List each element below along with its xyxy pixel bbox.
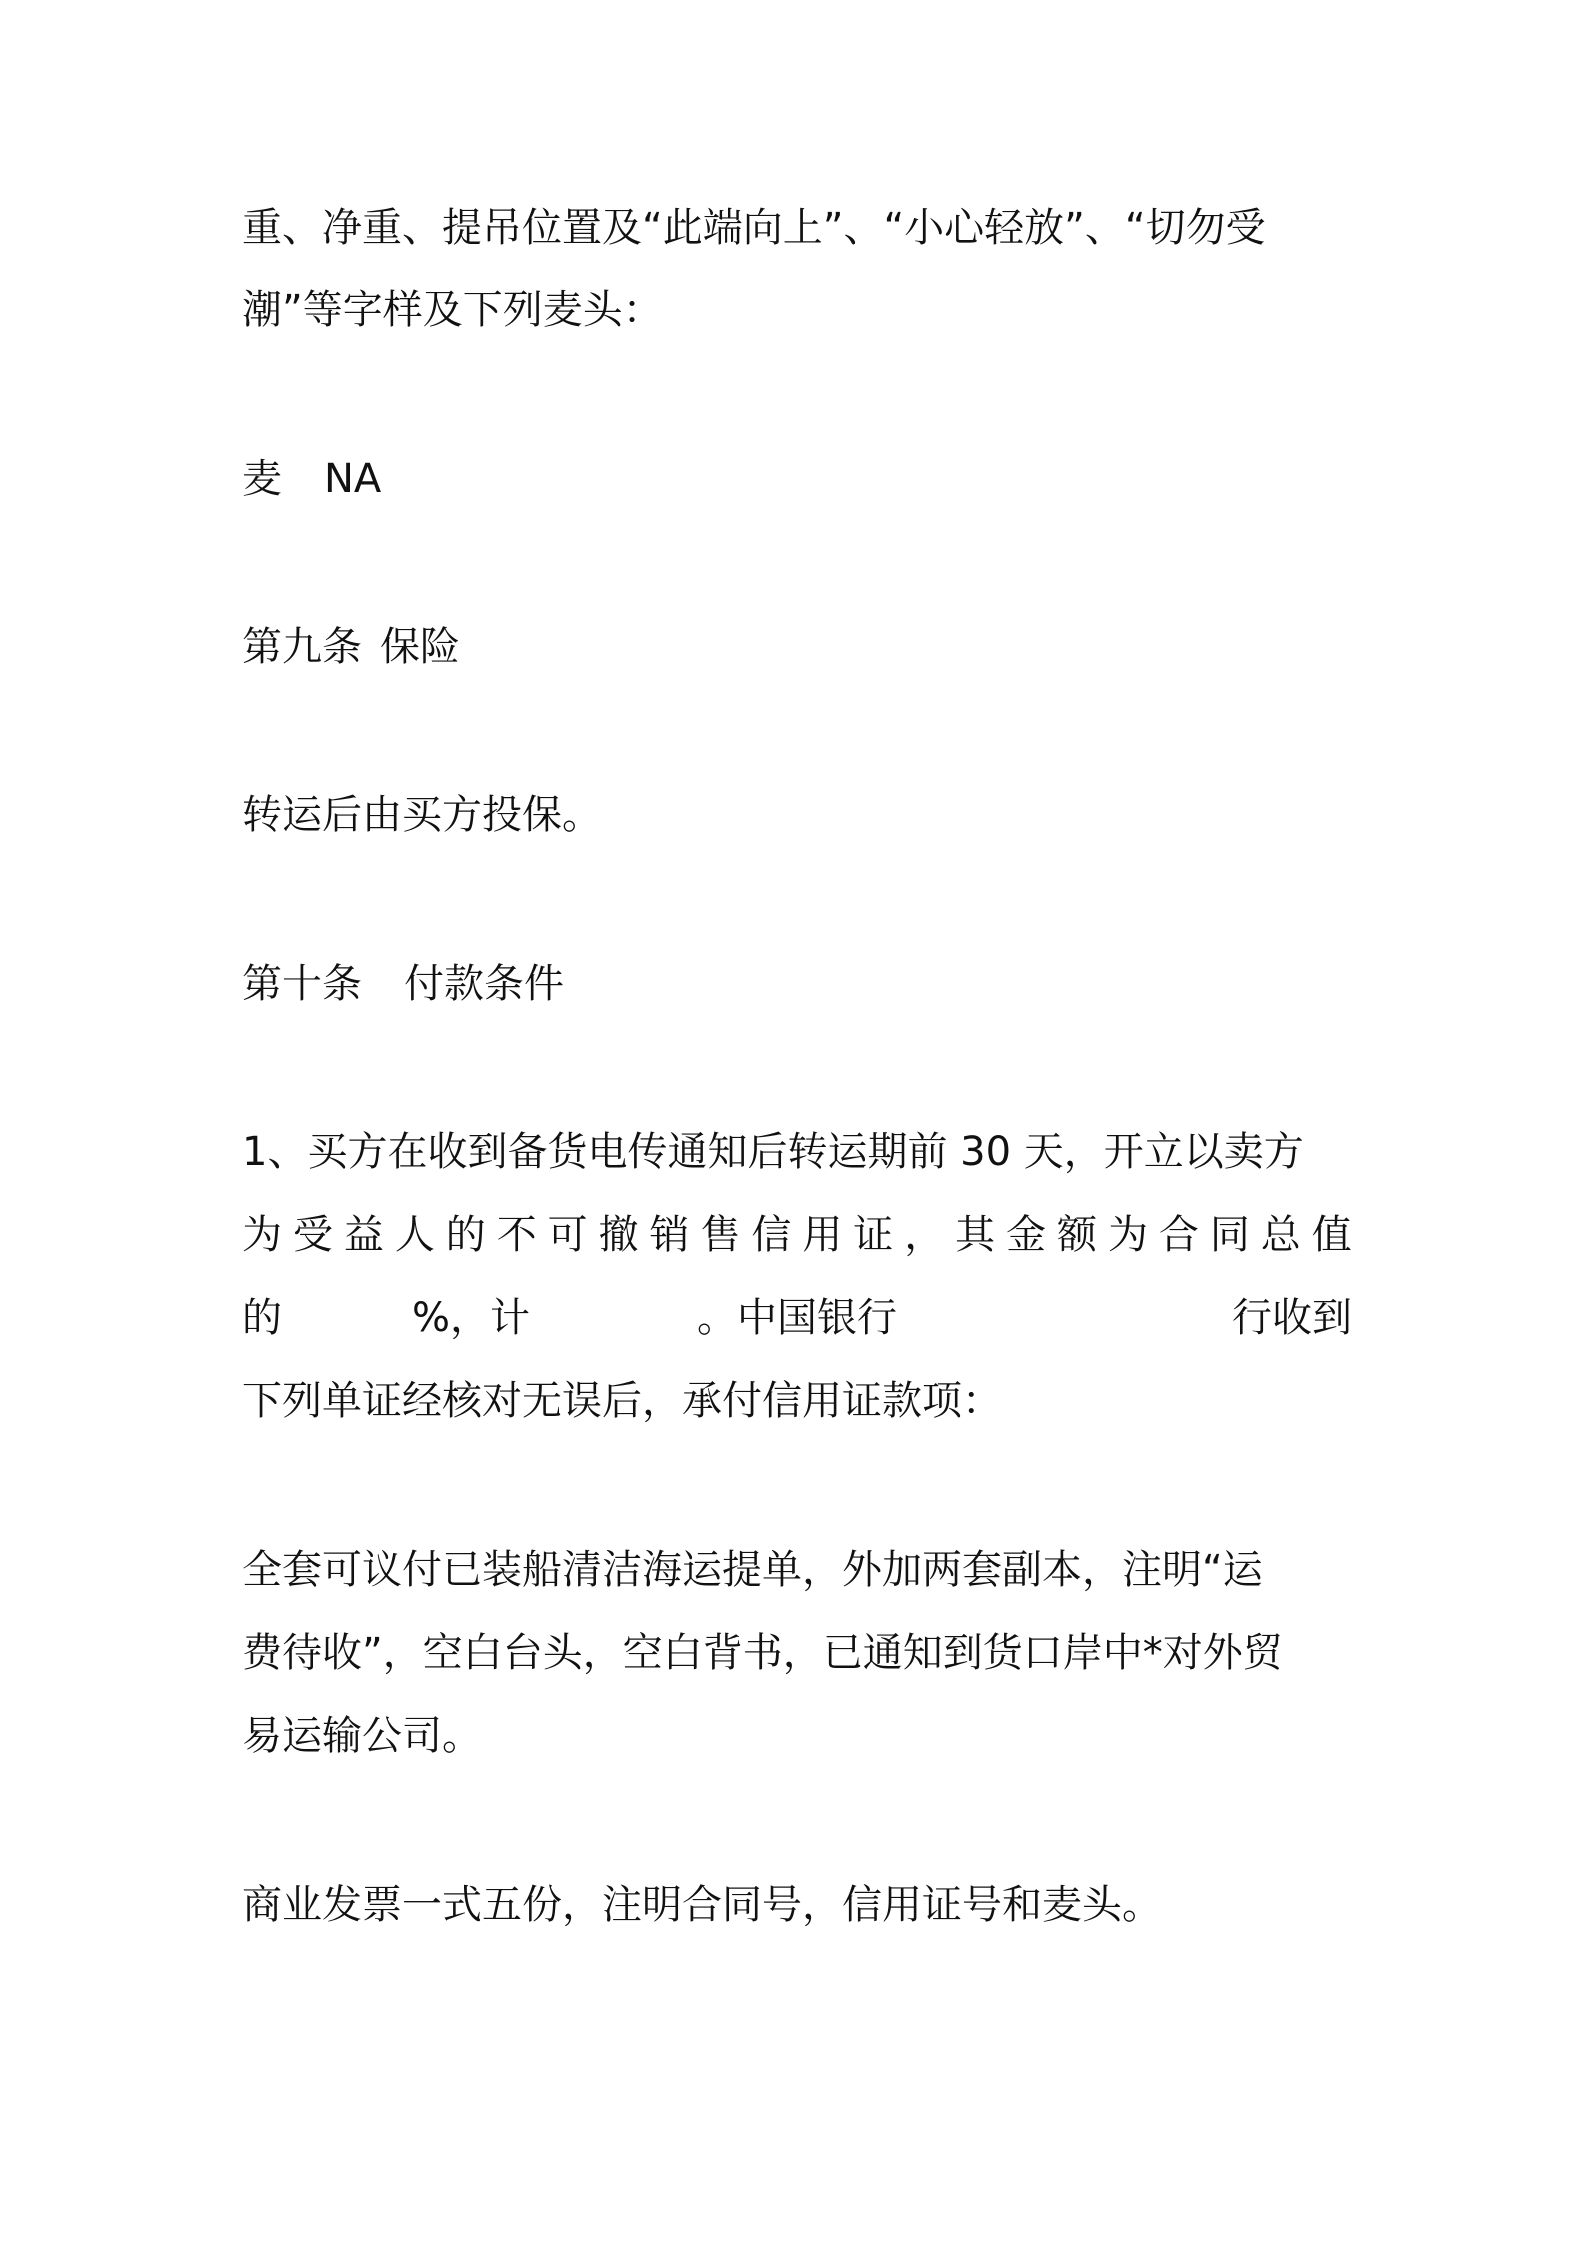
paragraph-line: 易运输公司。	[242, 1713, 482, 1759]
paragraph-line: 下列单证经核对无误后，承付信用证款项：	[242, 1378, 1002, 1424]
shipping-mark-label: 麦	[242, 456, 282, 502]
text-fragment: 。中国银行	[697, 1295, 897, 1341]
justified-char: 值	[1311, 1212, 1352, 1258]
justified-char: 人	[394, 1212, 435, 1258]
justified-char: 其	[955, 1212, 996, 1258]
justified-char: 售	[700, 1212, 741, 1258]
shipping-mark-value: NA	[324, 456, 382, 502]
text-fragment: 行收到	[1232, 1295, 1352, 1341]
justified-char: 额	[1057, 1212, 1097, 1258]
justified-char: 销	[649, 1212, 690, 1258]
justified-char: 用	[802, 1212, 843, 1258]
article-heading	[242, 623, 1352, 671]
article-heading	[242, 960, 1352, 1008]
text-fragment: %，计	[412, 1295, 531, 1341]
text-fragment: 的	[242, 1295, 282, 1341]
paragraph-line: 潮”等字样及下列麦头：	[242, 287, 663, 333]
justified-char: 总	[1260, 1212, 1301, 1258]
paragraph-line: 商业发票一式五份，注明合同号，信用证号和麦头。	[242, 1882, 1162, 1928]
paragraph-line: 费待收”，空白台头，空白背书，已通知到货口岸中*对外贸	[242, 1630, 1283, 1676]
justified-char: 证	[853, 1212, 894, 1258]
justified-char: 益	[343, 1212, 384, 1258]
paragraph-line: 1、买方在收到备货电传通知后转运期前 30 天，开立以卖方	[242, 1129, 1304, 1175]
justified-char: 的	[445, 1212, 486, 1258]
justified-char: 同	[1209, 1212, 1250, 1258]
justified-char: 为	[242, 1212, 282, 1258]
justified-char: 金	[1006, 1212, 1047, 1258]
justified-char: 不	[496, 1212, 537, 1258]
paragraph-line: 全套可议付已装船清洁海运提单，外加两套副本，注明“运	[242, 1547, 1263, 1593]
justified-char: 可	[547, 1212, 588, 1258]
article-title: 付款条件	[404, 961, 564, 1007]
article-number: 第九条	[242, 624, 362, 670]
paragraph-line: 重、净重、提吊位置及“此端向上”、“小心轻放”、“切勿受	[242, 205, 1266, 251]
article-title: 保险	[380, 624, 460, 670]
paragraph-line-justified	[242, 1211, 1352, 1259]
justified-char: 合	[1158, 1212, 1199, 1258]
justified-char: 为	[1107, 1212, 1148, 1258]
justified-char: 信	[751, 1212, 792, 1258]
justified-char: 受	[292, 1212, 333, 1258]
paragraph-line: 转运后由买方投保。	[242, 792, 602, 838]
justified-char: 撤	[598, 1212, 639, 1258]
shipping-mark	[242, 455, 1352, 503]
article-number: 第十条	[242, 961, 362, 1007]
justified-char: ，	[904, 1212, 945, 1258]
